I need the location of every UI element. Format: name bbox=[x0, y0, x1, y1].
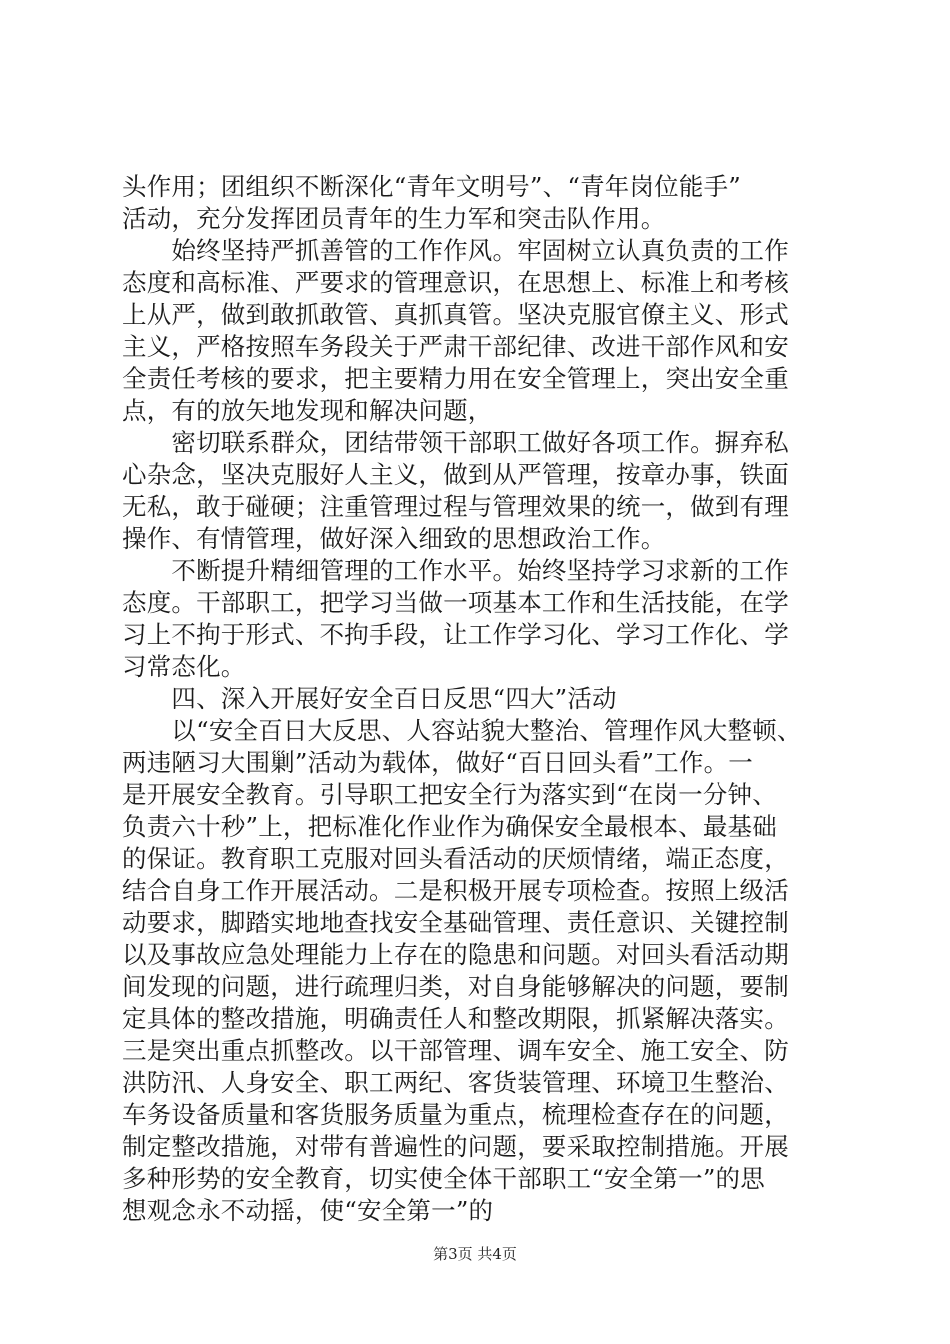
text-line: 多种形势的安全教育，切实使全体干部职工“安全第一”的思 bbox=[122, 1164, 765, 1193]
text-line: 习常态化。 bbox=[122, 652, 246, 681]
page-footer: 第3页 共4页 bbox=[433, 1245, 517, 1263]
text-line: 始终坚持严抓善管的工作作风。牢固树立认真负责的工作 bbox=[122, 236, 789, 265]
text-line: 态度。干部职工，把学习当做一项基本工作和生活技能，在学 bbox=[122, 588, 789, 617]
text-line: 密切联系群众，团结带领干部职工做好各项工作。摒弃私 bbox=[122, 428, 789, 457]
text-line: 的保证。教育职工克服对回头看活动的厌烦情绪，端正态度， bbox=[122, 844, 789, 873]
text-line: 态度和高标准、严要求的管理意识，在思想上、标准上和考核 bbox=[122, 268, 789, 297]
text-line: 车务设备质量和客货服务质量为重点，梳理检查存在的问题， bbox=[122, 1100, 789, 1129]
text-line: 是开展安全教育。引导职工把安全行为落实到“在岗一分钟、 bbox=[122, 780, 777, 809]
text-line: 全责任考核的要求，把主要精力用在安全管理上，突出安全重 bbox=[122, 364, 789, 393]
text-line: 以及事故应急处理能力上存在的隐患和问题。对回头看活动期 bbox=[122, 940, 789, 969]
text-line: 点，有的放矢地发现和解决问题， bbox=[122, 396, 493, 425]
text-line: 两违陋习大围剿”活动为载体，做好“百日回头看”工作。一 bbox=[122, 748, 753, 777]
text-line: 主义，严格按照车务段关于严肃干部纪律、改进干部作风和安 bbox=[122, 332, 789, 361]
text-line: 操作、有情管理，做好深入细致的思想政治工作。 bbox=[122, 524, 666, 553]
text-line: 心杂念，坚决克服好人主义，做到从严管理，按章办事，铁面 bbox=[122, 460, 789, 489]
text-line: 活动，充分发挥团员青年的生力军和突击队作用。 bbox=[122, 204, 666, 233]
text-line: 头作用；团组织不断深化“青年文明号”、“青年岗位能手” bbox=[122, 172, 741, 201]
text-line: 以“安全百日大反思、人容站貌大整治、管理作风大整顿、 bbox=[122, 716, 802, 745]
text-line: 想观念永不动摇，使“安全第一”的 bbox=[122, 1196, 494, 1225]
text-line: 结合自身工作开展活动。二是积极开展专项检查。按照上级活 bbox=[122, 876, 789, 905]
text-line: 上从严，做到敢抓敢管、真抓真管。坚决克服官僚主义、形式 bbox=[122, 300, 789, 329]
text-line: 动要求，脚踏实地地查找安全基础管理、责任意识、关键控制 bbox=[122, 908, 789, 937]
text-line: 洪防汛、人身安全、职工两纪、客货装管理、环境卫生整治、 bbox=[122, 1068, 789, 1097]
text-line: 无私，敢于碰硬；注重管理过程与管理效果的统一，做到有理 bbox=[122, 492, 789, 521]
text-line: 不断提升精细管理的工作水平。始终坚持学习求新的工作 bbox=[122, 556, 789, 585]
text-line: 四、深入开展好安全百日反思“四大”活动 bbox=[122, 684, 617, 713]
text-line: 三是突出重点抓整改。以干部管理、调车安全、施工安全、防 bbox=[122, 1036, 789, 1065]
text-line: 习上不拘于形式、不拘手段，让工作学习化、学习工作化、学 bbox=[122, 620, 789, 649]
text-line: 定具体的整改措施，明确责任人和整改期限，抓紧解决落实。 bbox=[122, 1004, 789, 1033]
text-line: 负责六十秒”上，把标准化作业作为确保安全最根本、最基础 bbox=[122, 812, 777, 841]
text-line: 制定整改措施，对带有普遍性的问题，要采取控制措施。开展 bbox=[122, 1132, 789, 1161]
text-line: 间发现的问题，进行疏理归类，对自身能够解决的问题，要制 bbox=[122, 972, 789, 1001]
body-text bbox=[122, 171, 828, 1227]
